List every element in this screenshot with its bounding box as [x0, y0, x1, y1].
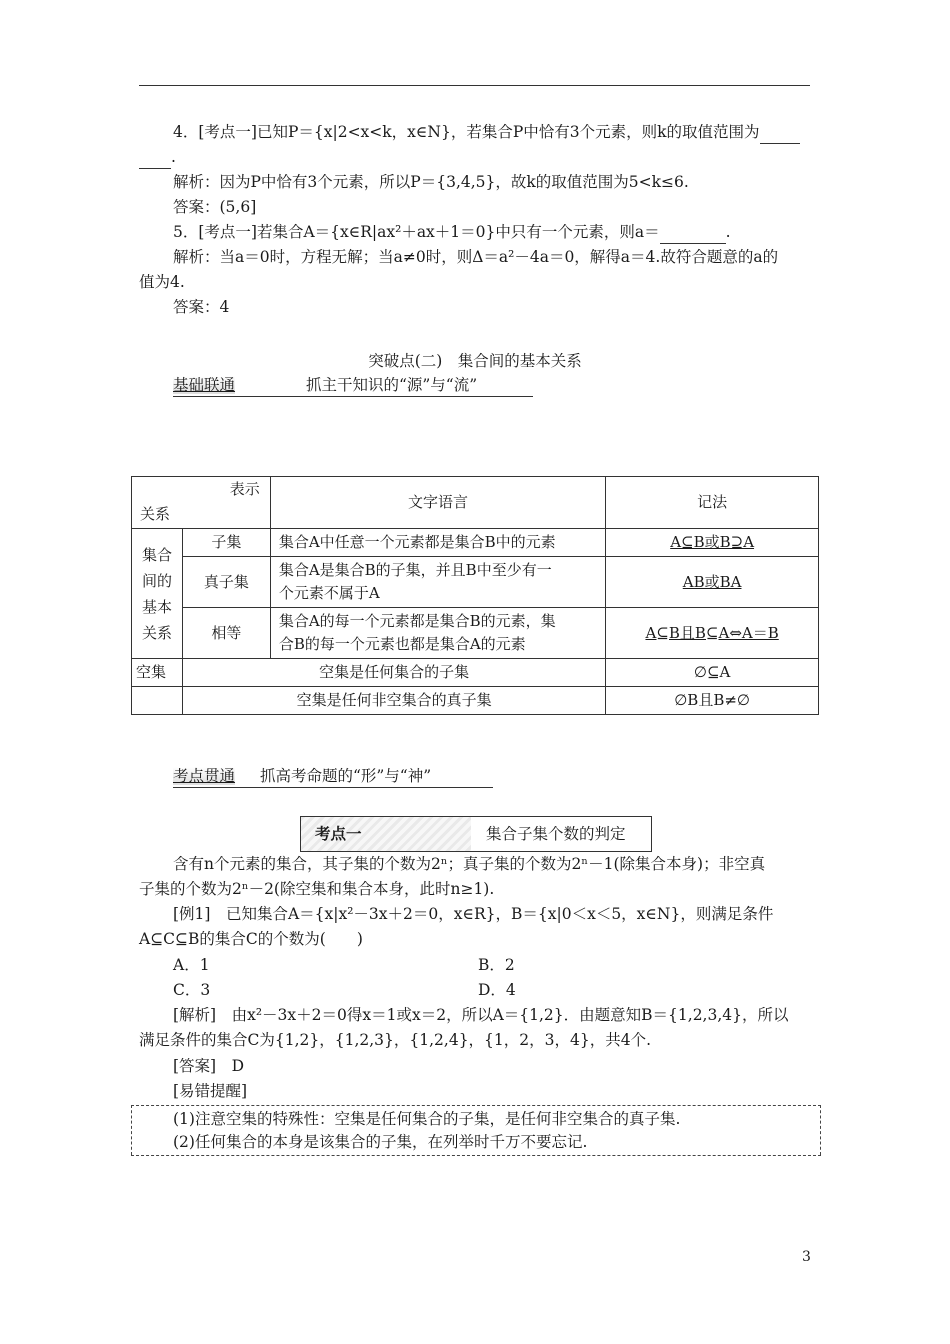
row-text-line1: 集合A的每一个元素都是集合B的元素，集	[278, 612, 556, 630]
row-notation: A⊆B且B⊆A⇔A＝B	[606, 608, 819, 659]
q4-answer: 答案：(5,6]	[173, 198, 257, 216]
q4-jiexi: 解析：因为P中恰有3个元素，所以P＝{3,4,5}，故k的取值范围为5<k≤6.	[173, 173, 689, 191]
q5-answer: 答案：4	[173, 298, 230, 316]
kaodian-label: 考点贯通	[173, 767, 236, 785]
row-name: 相等	[182, 608, 270, 659]
q5-jiexi-1: 解析：当a＝0时，方程无解；当a≠0时，则Δ＝a²－4a＝0，解得a＝4.故符合题意的a的	[173, 248, 779, 266]
jiexi-1: [解析] 由x²－3x＋2＝0得x＝1或x＝2，所以A＝{1,2}．由题意知B＝{1,2,3,4}，所以	[173, 1006, 789, 1024]
relation-table	[131, 476, 819, 715]
header-jifa: 记法	[606, 477, 819, 529]
tip-1: (1)注意空集的特殊性：空集是任何集合的子集，是任何非空集合的真子集.	[173, 1110, 681, 1128]
jichu-text: 抓主干知识的“源”与“流”	[305, 376, 478, 394]
row-name: 真子集	[182, 557, 270, 608]
row-notation: AB或BA	[606, 557, 819, 608]
q4-stem: 4．[考点一]已知P＝{x|2<x<k，x∈N}，若集合P中恰有3个元素，则k的取值范围为	[173, 123, 760, 141]
header-guanxi: 关系	[140, 505, 171, 523]
kaodian-one-box	[300, 816, 652, 852]
section-title: 突破点(二) 集合间的基本关系	[368, 352, 582, 370]
row-text: 集合A中任意一个元素都是集合B中的元素	[270, 529, 605, 557]
q4-line	[173, 121, 800, 144]
option-c: C．3	[173, 981, 211, 999]
q5-jiexi-2: 值为4.	[139, 273, 185, 291]
table-row-empty-2	[132, 687, 819, 715]
q5-end: .	[725, 223, 731, 241]
q4-blank	[760, 121, 800, 144]
table-row-subset	[132, 529, 819, 557]
group-label-4: 关系	[141, 623, 172, 642]
example-1b: A⊆C⊆B的集合C的个数为( )	[139, 930, 363, 948]
option-b: B．2	[478, 956, 515, 974]
option-d: D．4	[478, 981, 516, 999]
empty-row2-notation: ∅B且B≠∅	[606, 687, 819, 715]
answer: [答案] D	[173, 1057, 245, 1075]
tip-heading: [易错提醒]	[173, 1082, 248, 1100]
empty-row1-notation: ∅⊆A	[606, 659, 819, 687]
row-text-line2: 合B的每一个元素也都是集合A的元素	[278, 635, 526, 653]
table-row-equal	[132, 608, 819, 659]
option-a: A．1	[173, 956, 210, 974]
page-number: 3	[802, 1249, 811, 1265]
para-1a: 含有n个元素的集合，其子集的个数为2ⁿ；真子集的个数为2ⁿ－1(除集合本身)；非空真	[173, 855, 766, 873]
row-name: 子集	[182, 529, 270, 557]
empty-row1-text: 空集是任何集合的子集	[182, 659, 605, 687]
header-corner	[132, 477, 271, 529]
kaodian-one-label: 考点一	[301, 817, 471, 851]
tip-box-right	[820, 1105, 821, 1155]
q4-line2	[139, 146, 176, 169]
empty-label-blank	[132, 687, 183, 715]
q5-blank	[660, 221, 726, 244]
header-wenzi: 文字语言	[270, 477, 605, 529]
jiexi-2: 满足条件的集合C为{1,2}，{1,2,3}，{1,2,4}，{1，2，3，4}，共4个.	[139, 1031, 652, 1049]
q5-line	[173, 221, 731, 244]
kaodian-heading	[173, 764, 493, 788]
header-rule	[139, 85, 810, 86]
empty-label: 空集	[132, 659, 183, 687]
group-label	[132, 529, 183, 659]
kaodian-one-title: 集合子集个数的判定	[486, 825, 626, 843]
jichu-label: 基础联通	[173, 376, 236, 394]
header-biaoshi: 表示	[229, 480, 260, 498]
tip-box-left	[131, 1105, 132, 1155]
jichu-heading	[173, 373, 533, 397]
tip-2: (2)任何集合的本身是该集合的子集，在列举时千万不要忘记.	[173, 1133, 588, 1151]
example-1a: [例1] 已知集合A＝{x|x²－3x＋2＝0，x∈R}，B＝{x|0＜x＜5，x∈N}，则满足条件	[173, 905, 774, 923]
row-text-line2: 个元素不属于A	[278, 584, 380, 602]
row-notation: A⊆B或B⊇A	[606, 529, 819, 557]
table-header-row	[132, 477, 819, 529]
q5-stem: 5．[考点一]若集合A＝{x∈R|ax²＋ax＋1＝0}中只有一个元素，则a＝	[173, 223, 660, 241]
row-text	[270, 608, 605, 659]
para-1b: 子集的个数为2ⁿ－2(除空集和集合本身，此时n≥1).	[139, 880, 495, 898]
row-text-line1: 集合A是集合B的子集，并且B中至少有一	[278, 561, 552, 579]
table-row-empty-1	[132, 659, 819, 687]
kaodian-text: 抓高考命题的“形”与“神”	[259, 767, 432, 785]
group-label-1: 集合	[141, 545, 172, 564]
q4-blank-cont	[139, 146, 171, 169]
q4-end: .	[171, 148, 176, 166]
group-label-2: 间的	[141, 571, 172, 590]
table-row-proper-subset	[132, 557, 819, 608]
row-text	[270, 557, 605, 608]
group-label-3: 基本	[141, 597, 172, 616]
empty-row2-text: 空集是任何非空集合的真子集	[182, 687, 605, 715]
